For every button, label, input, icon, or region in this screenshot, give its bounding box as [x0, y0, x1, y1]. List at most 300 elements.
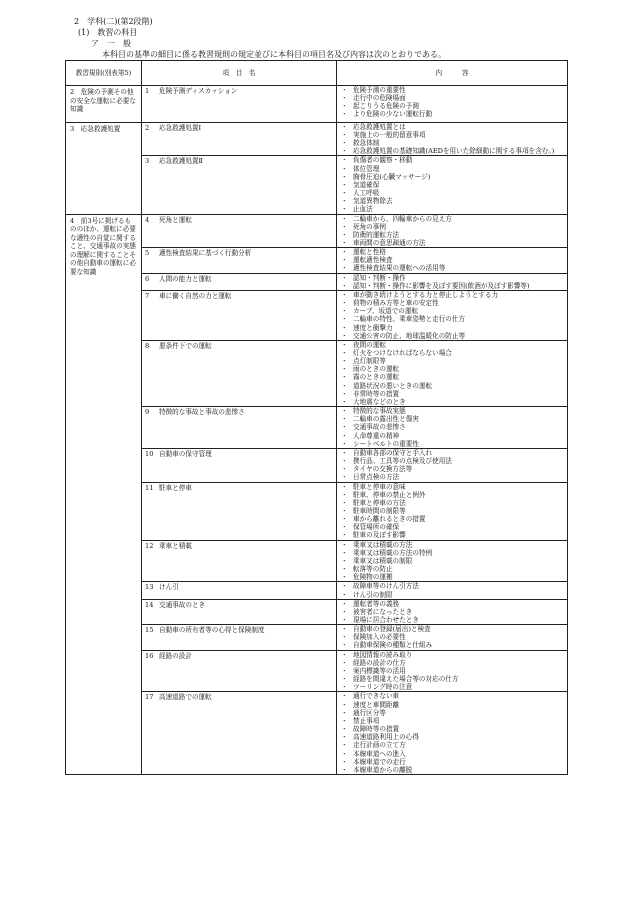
- content-cell: [337, 214, 568, 248]
- content-list: [337, 341, 567, 406]
- bullet-icon: ・: [341, 197, 348, 206]
- bullet-icon: ・: [341, 238, 348, 247]
- content-text: 特徴的な事故実態: [353, 407, 406, 416]
- bullet-icon: ・: [341, 708, 348, 717]
- bullet-icon: ・: [341, 389, 348, 398]
- list-item: [341, 432, 565, 440]
- bullet-icon: ・: [341, 666, 348, 675]
- law-category-cell: [66, 86, 142, 123]
- content-list: [337, 215, 567, 248]
- header-content: 内 容: [337, 61, 568, 86]
- table-row: [66, 86, 568, 123]
- bullet-icon: ・: [341, 741, 348, 750]
- content-text: 応急救護処置とは: [353, 122, 406, 131]
- bullet-icon: ・: [341, 607, 348, 616]
- list-item: [341, 131, 565, 139]
- content-text: 雨のときの運転: [353, 365, 400, 374]
- table-row: [66, 290, 568, 340]
- bullet-icon: ・: [341, 122, 348, 131]
- curriculum-table: [65, 60, 568, 775]
- content-text: 速度と衝撃力: [353, 323, 393, 332]
- content-text: 実施上の一般的留意事項: [353, 130, 426, 139]
- bullet-icon: ・: [341, 590, 348, 599]
- content-list: [337, 692, 567, 774]
- list-item: [341, 541, 565, 549]
- content-text: 危険予測の重要性: [353, 86, 406, 94]
- item-cell: [142, 273, 337, 290]
- list-item: [341, 457, 565, 465]
- content-text: 運転適性検査: [353, 256, 393, 265]
- content-text: 交通公害の防止、地球温暖化の防止等: [353, 331, 466, 340]
- list-item: [341, 717, 565, 725]
- content-text: 乗車又は積載の制限: [353, 556, 413, 565]
- item-cell: [142, 407, 337, 449]
- content-list: [337, 625, 567, 649]
- content-cell: [337, 156, 568, 214]
- item-cell: [142, 650, 337, 692]
- table-row: [66, 625, 568, 650]
- item-number: 14: [145, 600, 154, 609]
- bullet-icon: ・: [341, 692, 348, 701]
- content-list: [337, 156, 567, 213]
- content-text: 高速道路利用上の心得: [353, 733, 419, 742]
- bullet-icon: ・: [341, 733, 348, 742]
- bullet-icon: ・: [341, 523, 348, 532]
- bullet-icon: ・: [341, 633, 348, 642]
- content-text: 速度と車間距離: [353, 700, 400, 709]
- list-item: [341, 440, 565, 448]
- item-name: 特徴的な事故と事故の悲惨さ: [159, 408, 245, 417]
- list-item: [341, 616, 565, 624]
- list-item: [341, 766, 565, 774]
- list-item: [341, 147, 565, 155]
- content-text: 乗車又は積載の方法の特例: [353, 548, 433, 557]
- list-item: [341, 659, 565, 667]
- item-name: 悪条件下での運転: [159, 341, 212, 350]
- list-item: [341, 507, 565, 515]
- item-name: 自動車の所有者等の心得と保険制度: [159, 626, 265, 635]
- item-number: 11: [145, 483, 154, 492]
- list-item: [341, 282, 565, 290]
- bullet-icon: ・: [341, 214, 348, 223]
- list-item: [341, 531, 565, 539]
- list-item: [341, 205, 565, 213]
- list-item: [341, 110, 565, 118]
- content-list: [337, 248, 567, 272]
- content-text: 起こりうる危険の予測: [353, 102, 419, 111]
- bullet-icon: ・: [341, 357, 348, 366]
- list-item: [341, 349, 565, 357]
- content-text: 乗車又は積載の方法: [353, 540, 413, 549]
- content-text: 車から離れるときの措置: [353, 515, 426, 524]
- list-item: [341, 473, 565, 481]
- content-text: シートベルトの重要性: [353, 439, 419, 448]
- content-text: 日常点検の方法: [353, 473, 400, 482]
- list-item: [341, 341, 565, 349]
- bullet-icon: ・: [341, 365, 348, 374]
- content-text: 認知・判断・操作に影響を及ぼす要因(飲酒が及ぼす影響等): [353, 281, 530, 290]
- list-item: [341, 499, 565, 507]
- table-row: [66, 122, 568, 156]
- item-name: 適性検査結果に基づく行動分析: [159, 249, 252, 258]
- content-cell: [337, 86, 568, 123]
- bullet-icon: ・: [341, 323, 348, 332]
- item-name: 交通事故のとき: [159, 600, 206, 609]
- bullet-icon: ・: [341, 110, 348, 119]
- table-row: [66, 248, 568, 273]
- bullet-icon: ・: [341, 256, 348, 265]
- content-list: [337, 651, 567, 692]
- table-header-row: [66, 61, 568, 86]
- bullet-icon: ・: [341, 700, 348, 709]
- item-cell: [142, 122, 337, 156]
- content-cell: [337, 290, 568, 340]
- bullet-icon: ・: [341, 599, 348, 608]
- section-heading: 2 学科(二)(第2段階): [74, 17, 153, 26]
- item-number: 8: [145, 341, 150, 350]
- table-row: [66, 156, 568, 214]
- list-item: [341, 423, 565, 431]
- content-cell: [337, 340, 568, 406]
- bullet-icon: ・: [341, 675, 348, 684]
- list-item: [341, 651, 565, 659]
- list-item: [341, 156, 565, 164]
- content-list: [337, 274, 567, 290]
- list-item: [341, 667, 565, 675]
- content-cell: [337, 273, 568, 290]
- content-text: 本線車道からの離脱: [353, 765, 413, 774]
- list-item: [341, 709, 565, 717]
- bullet-icon: ・: [341, 439, 348, 448]
- bullet-icon: ・: [341, 102, 348, 111]
- list-item: [341, 231, 565, 239]
- list-item: [341, 123, 565, 131]
- bullet-icon: ・: [341, 349, 348, 357]
- list-item: [341, 449, 565, 457]
- table-row: [66, 582, 568, 599]
- list-item: [341, 197, 565, 205]
- bullet-icon: ・: [341, 431, 348, 440]
- bullet-icon: ・: [341, 725, 348, 734]
- content-list: [337, 407, 567, 448]
- content-text: 点灯制限等: [353, 357, 386, 366]
- list-item: [341, 173, 565, 181]
- content-text: 救急体制: [353, 139, 380, 148]
- content-list: [337, 86, 567, 119]
- content-text: タイヤの交換方法等: [353, 465, 413, 474]
- item-number: 16: [145, 651, 154, 660]
- bullet-icon: ・: [341, 757, 348, 766]
- list-item: [341, 189, 565, 197]
- bullet-icon: ・: [341, 556, 348, 565]
- content-list: [337, 123, 567, 156]
- item-number: 4: [145, 215, 150, 224]
- content-text: 胸骨圧迫(心臓マッサージ): [353, 172, 431, 181]
- item-name: 応急救護処置Ⅰ: [159, 123, 202, 132]
- list-item: [341, 291, 565, 299]
- list-item: [341, 573, 565, 581]
- content-cell: [337, 448, 568, 482]
- content-text: けん引の制限: [353, 590, 393, 599]
- item-cell: [142, 540, 337, 582]
- sub-subsection-heading: ア 一 般: [91, 39, 131, 48]
- item-number: 10: [145, 449, 154, 458]
- content-text: 保険加入の必要性: [353, 633, 406, 642]
- content-cell: [337, 482, 568, 540]
- list-item: [341, 299, 565, 307]
- content-cell: [337, 122, 568, 156]
- content-text: 夜間の運転: [353, 340, 386, 349]
- content-text: 気道異物除去: [353, 197, 393, 206]
- item-cell: [142, 214, 337, 248]
- content-text: 現場に居合わせたとき: [353, 616, 419, 624]
- item-name: 死角と運転: [159, 215, 192, 224]
- item-name: 人間の能力と運転: [159, 274, 212, 283]
- table-row: [66, 448, 568, 482]
- item-cell: [142, 625, 337, 650]
- content-list: [337, 582, 567, 598]
- law-category-text: 3 応急救護処置: [70, 124, 121, 133]
- content-text: 駐車と停車の意味: [353, 482, 406, 491]
- content-text: 走行計画の立て方: [353, 741, 406, 750]
- item-name: けん引: [159, 583, 179, 592]
- bullet-icon: ・: [341, 331, 348, 340]
- bullet-icon: ・: [341, 531, 348, 540]
- bullet-icon: ・: [341, 290, 348, 299]
- table-row: [66, 650, 568, 692]
- bullet-icon: ・: [341, 582, 348, 591]
- item-cell: [142, 582, 337, 599]
- content-text: 止血法: [353, 205, 373, 214]
- bullet-icon: ・: [341, 641, 348, 650]
- content-text: 携行品、工具等の点検及び使用法: [353, 457, 452, 466]
- item-cell: [142, 340, 337, 406]
- list-item: [341, 758, 565, 766]
- item-number: 5: [145, 249, 150, 258]
- list-item: [341, 373, 565, 381]
- law-category-cell: [66, 214, 142, 774]
- list-item: [341, 582, 565, 590]
- content-text: 負傷者の観察・移動: [353, 156, 413, 165]
- header-law: 教習規則(別表第5): [66, 61, 142, 86]
- content-text: 体位管理: [353, 164, 380, 173]
- bullet-icon: ・: [341, 205, 348, 214]
- item-number: 6: [145, 274, 150, 283]
- content-text: 大地震などのとき: [353, 397, 406, 406]
- bullet-icon: ・: [341, 307, 348, 316]
- content-text: 故障車等のけん引方法: [353, 582, 419, 591]
- list-item: [341, 264, 565, 272]
- content-text: 防衛的運転方法: [353, 230, 400, 239]
- bullet-icon: ・: [341, 565, 348, 574]
- content-text: 駐車の及ぼす影響: [353, 531, 406, 540]
- bullet-icon: ・: [341, 683, 348, 692]
- bullet-icon: ・: [341, 147, 348, 156]
- list-item: [341, 223, 565, 231]
- bullet-icon: ・: [341, 156, 348, 165]
- content-cell: [337, 599, 568, 624]
- content-text: 人命尊重の精神: [353, 431, 400, 440]
- content-text: 気道確保: [353, 180, 380, 189]
- list-item: [341, 692, 565, 700]
- content-text: 応急救護処置の基礎知識(AEDを用いた除細動に関する事項を含む。): [353, 147, 555, 156]
- list-item: [341, 215, 565, 223]
- item-name: 駐車と停車: [159, 483, 192, 492]
- table-row: [66, 340, 568, 406]
- item-number: 7: [145, 291, 150, 300]
- content-text: 経路の設計の仕方: [353, 658, 406, 667]
- table-row: [66, 407, 568, 449]
- content-text: 非常時等の措置: [353, 389, 400, 398]
- list-item: [341, 741, 565, 749]
- content-text: 運転者等の義務: [353, 599, 400, 608]
- content-text: 認知・判断・操作: [353, 273, 406, 282]
- list-item: [341, 398, 565, 406]
- bullet-icon: ・: [341, 340, 348, 349]
- bullet-icon: ・: [341, 264, 348, 273]
- table-row: [66, 692, 568, 775]
- content-text: 本線車道への進入: [353, 749, 406, 758]
- content-text: 本線車道での走行: [353, 757, 406, 766]
- item-cell: [142, 156, 337, 214]
- item-number: 9: [145, 408, 150, 417]
- item-name: 車に働く自然の力と運転: [159, 291, 232, 300]
- item-number: 3: [145, 157, 150, 166]
- item-name: 自動車の保守管理: [159, 449, 212, 458]
- bullet-icon: ・: [341, 573, 348, 582]
- list-item: [341, 181, 565, 189]
- bullet-icon: ・: [341, 248, 348, 257]
- item-cell: [142, 248, 337, 273]
- content-text: 禁止事項: [353, 716, 380, 725]
- content-text: ツーリング時の注意: [353, 683, 413, 692]
- law-category-cell: [66, 122, 142, 214]
- bullet-icon: ・: [341, 749, 348, 758]
- list-item: [341, 324, 565, 332]
- item-cell: [142, 448, 337, 482]
- list-item: [341, 600, 565, 608]
- list-item: [341, 591, 565, 599]
- content-text: 故障時等の措置: [353, 725, 400, 734]
- content-text: 自動車各部の保守と手入れ: [353, 448, 433, 457]
- table-row: [66, 482, 568, 540]
- list-item: [341, 549, 565, 557]
- list-item: [341, 390, 565, 398]
- bullet-icon: ・: [341, 281, 348, 290]
- list-item: [341, 701, 565, 709]
- header-item: 項 目 名: [142, 61, 337, 86]
- list-item: [341, 274, 565, 282]
- content-list: [337, 449, 567, 482]
- content-cell: [337, 692, 568, 775]
- content-text: 案内標識等の活用: [353, 666, 406, 675]
- list-item: [341, 165, 565, 173]
- bullet-icon: ・: [341, 765, 348, 774]
- list-item: [341, 315, 565, 323]
- content-text: 荷物の積み方等と車の安定性: [353, 299, 439, 308]
- content-text: 経路を間違えた場合等の対応の仕方: [353, 675, 459, 684]
- bullet-icon: ・: [341, 490, 348, 499]
- bullet-icon: ・: [341, 130, 348, 139]
- bullet-icon: ・: [341, 299, 348, 308]
- table-row: [66, 214, 568, 248]
- bullet-icon: ・: [341, 164, 348, 173]
- bullet-icon: ・: [341, 658, 348, 667]
- bullet-icon: ・: [341, 189, 348, 198]
- item-name: 応急救護処置Ⅱ: [159, 157, 204, 166]
- list-item: [341, 565, 565, 573]
- item-cell: [142, 692, 337, 775]
- content-text: 自動車保険の種類と仕組み: [353, 641, 433, 650]
- content-cell: [337, 650, 568, 692]
- list-item: [341, 491, 565, 499]
- content-text: 霧のときの運転: [353, 373, 400, 382]
- law-category-text: 2 危険の予測その他の安全な運転に必要な知識: [70, 88, 136, 114]
- bullet-icon: ・: [341, 540, 348, 549]
- bullet-icon: ・: [341, 381, 348, 390]
- list-item: [341, 683, 565, 691]
- content-text: 二輪車の露出性と傷害: [353, 415, 419, 424]
- list-item: [341, 483, 565, 491]
- bullet-icon: ・: [341, 423, 348, 432]
- list-item: [341, 382, 565, 390]
- content-text: カーブ、坂道での運転: [353, 307, 419, 316]
- bullet-icon: ・: [341, 273, 348, 282]
- content-text: 通行できない車: [353, 692, 400, 701]
- content-text: 交通事故の悲惨さ: [353, 423, 406, 432]
- table-row: [66, 540, 568, 582]
- content-text: 走行中の危険場面: [353, 94, 406, 103]
- bullet-icon: ・: [341, 506, 348, 515]
- item-cell: [142, 86, 337, 123]
- item-number: 1: [145, 87, 150, 95]
- content-text: 二輪車から、四輪車からの見え方: [353, 214, 452, 223]
- content-text: 転落等の防止: [353, 565, 393, 574]
- table-body: [66, 86, 568, 775]
- content-text: 駐車時間の制限等: [353, 506, 406, 515]
- content-text: 自動車の登録(届出)と検査: [353, 625, 431, 634]
- content-list: [337, 600, 567, 624]
- intro-text: 本科目の基準の細目に係る教習規則の規定並びに本科目の項目名及び内容は次のとおりである。: [102, 50, 446, 59]
- content-text: 人工呼吸: [353, 189, 380, 198]
- content-list: [337, 291, 567, 340]
- content-list: [337, 483, 567, 540]
- item-name: 高速道路での運転: [159, 693, 212, 702]
- list-item: [341, 332, 565, 340]
- item-name: 経路の設計: [159, 651, 192, 660]
- content-text: 死角の事例: [353, 222, 386, 231]
- list-item: [341, 86, 565, 94]
- bullet-icon: ・: [341, 498, 348, 507]
- content-list: [337, 541, 567, 582]
- item-number: 2: [145, 123, 150, 132]
- content-cell: [337, 407, 568, 449]
- item-number: 17: [145, 693, 154, 702]
- bullet-icon: ・: [341, 625, 348, 634]
- item-name: 危険予測ディスカッション: [159, 87, 238, 95]
- bullet-icon: ・: [341, 616, 348, 624]
- bullet-icon: ・: [341, 448, 348, 457]
- bullet-icon: ・: [341, 86, 348, 94]
- bullet-icon: ・: [341, 373, 348, 382]
- list-item: [341, 750, 565, 758]
- content-text: 車が動き続けようとする力と停止しようとする力: [353, 290, 499, 299]
- content-text: 駐車と停車の方法: [353, 498, 406, 507]
- content-cell: [337, 540, 568, 582]
- bullet-icon: ・: [341, 457, 348, 466]
- item-cell: [142, 290, 337, 340]
- content-text: 被害者になったとき: [353, 607, 413, 616]
